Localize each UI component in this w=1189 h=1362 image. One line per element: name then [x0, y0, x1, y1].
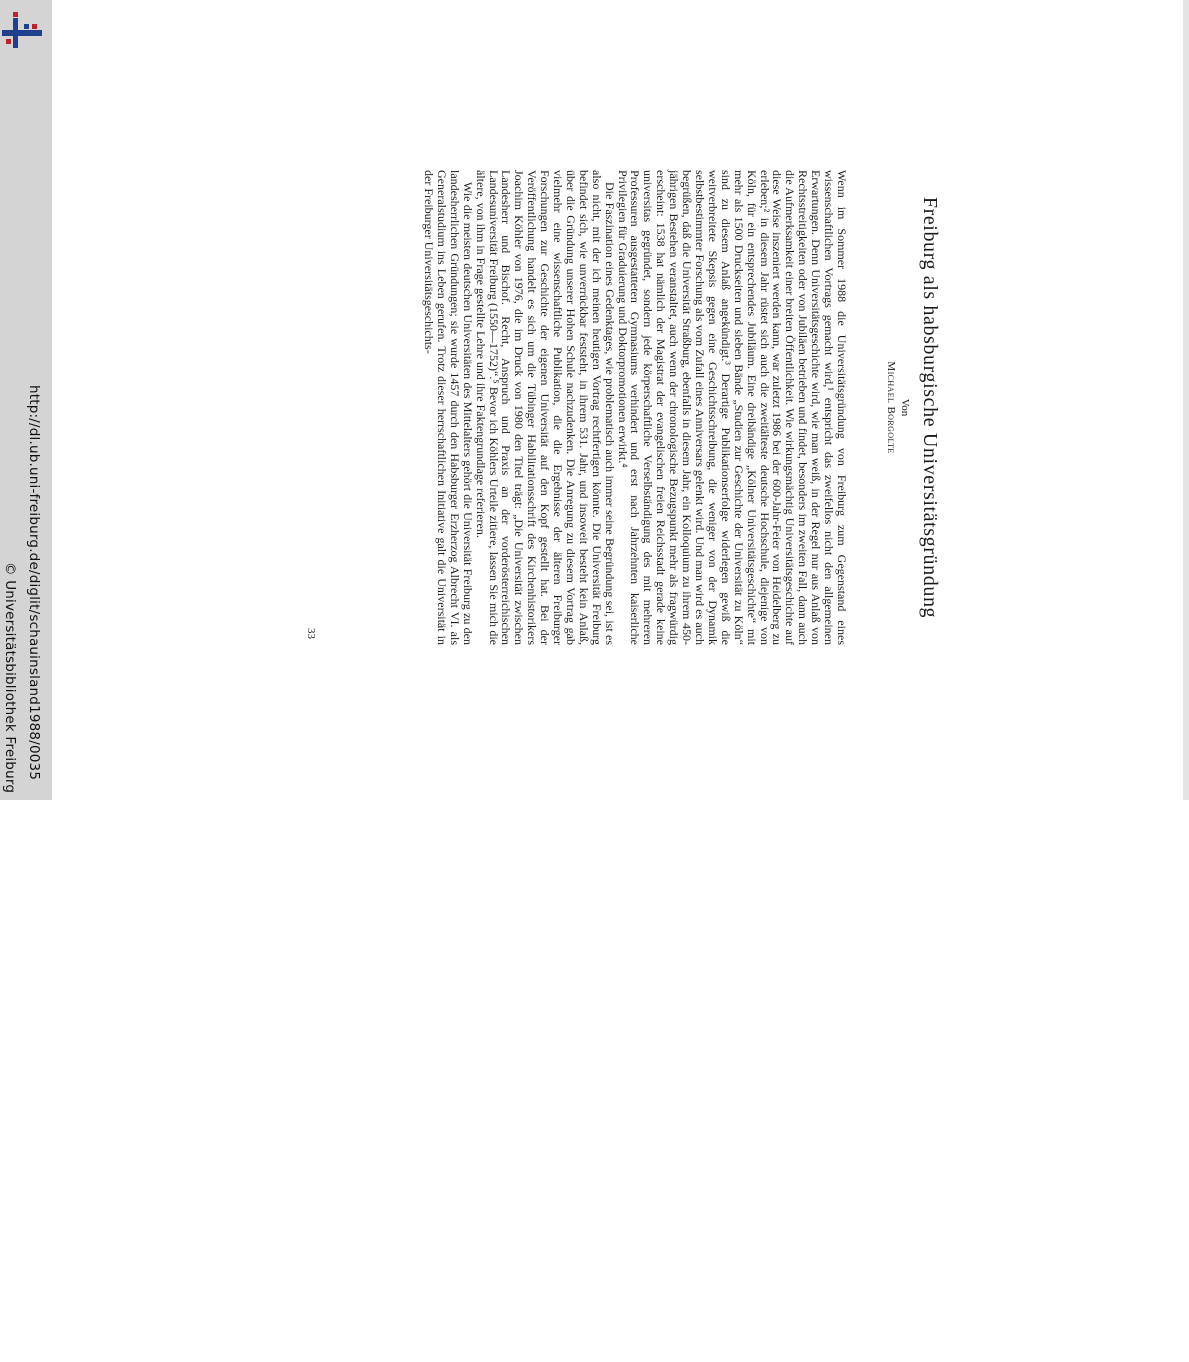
- book-page: [297, 170, 967, 645]
- paragraph: Wenn im Sommer 1988 die Universitätsgründung von Freiburg zum Gegenstand eines wissenschaftlichen Vortrags gemacht wird,¹ entspricht das zweifellos nicht den allgemeinen Erwartungen. Denn Universitätsgeschichte wird, wie man weiß, in der Regel nur aus Anlaß von Rechtsstreitigkeiten oder von Jubiläen betrieben und findet, besonders im zweiten Fall, dann auch die Aufmerksamkeit einer breiten Öffentlichkeit. Wie wirkungsmächtig Universitätsgeschichte auf diese Weise inszeniert werden kann, war zuletzt 1986 bei der 600-Jahr-Feier von Heidelberg zu erleben;² in diesem Jahr rüstet sich auch die zweitälteste deutsche Hochschule, diejenige von Köln, für ein entsprechendes Jubiläum. Eine dreibändige „Kölner Universitätsgeschichte“ mit mehr als 1500 Druckseiten und sieben Bände „Studien zur Geschichte der Universität zu Köln“ sind zu diesem Anlaß angekündigt.³ Derartige Publikationserfolge widerlegen gewiß die weitverbreitete Skepsis gegen eine Geschichtsschreibung, die weniger von der Dynamik selbstbestimmter Forschung als vom Zufall eines Anniversars gelenkt wird. Und man wird es auch begrüßen, daß die Universität Straßburg, ebenfalls in diesem Jahr, ein Kolloquium zu ihrem 450-jährigen Bestehen veranstaltet, auch wenn der chronologische Bezugspunkt mehr als fragwürdig erscheint: 1538 hat nämlich der Magistrat der evangelischen freien Reichsstadt gerade keine universitas gegründet, sondern jede körperschaftliche Verselbständigung des mit mehreren Professuren ausgestatteten Gymnasiums verhindert und erst nach Jahrzehnten kaiserliche Privilegien für Graduierung und Doktorpromotionen erwirkt.⁴: [615, 170, 849, 645]
- paragraph: Wie die meisten deutschen Universitäten des Mittelalters gehört die Universität Freiburg zu den landesherrlichen Gründungen; sie wurde 1457 durch den Habsburger Erzherzog Albrecht VI. als Generalstudium ins Leben gerufen. Trotz dieser herrschaftlichen Initiative galt die Universität in der Freiburger Universitätsgeschichts-: [422, 170, 475, 645]
- ub-freiburg-logo-icon[interactable]: [2, 12, 42, 50]
- page-number: 33: [305, 628, 317, 639]
- author-name: Michael Borgolte: [885, 361, 897, 454]
- byline-von: Von: [899, 398, 911, 417]
- copyright-notice: © Universitätsbibliothek Freiburg: [2, 562, 18, 794]
- scrollbar-edge[interactable]: [1183, 0, 1189, 800]
- document-url-link[interactable]: http://dl.ub.uni-freiburg.de/diglit/schauinsland1988/0035: [26, 385, 42, 781]
- page-title: Freiburg als habsburgische Universitätsgründung: [919, 196, 941, 619]
- paragraph: Die Faszination eines Gedenktages, wie problematisch auch immer seine Begründung sei, ist es also nicht, mit der ich meinen heutigen Vortrag rechtfertigen könnte. Die Universität Freiburg befindet sich, wie unverrückbar feststeht, in ihrem 531. Jahr, und insoweit besteht kein Anlaß, über die Gründung unserer Hohen Schule nachzudenken. Die Anregung zu diesem Vortrag gab vielmehr eine wissenschaftliche Publikation, die die Ergebnisse der älteren Freiburger Forschungen zur Geschichte der eigenen Universität auf den Kopf gestellt hat. Bei der Veröffentlichung handelt es sich um die Tübinger Habilitationsschrift des Kirchenhistorikers Joachim Köhler von 1976, die im Druck von 1980 den Titel trägt: „Die Universität zwischen Landesherr und Bischof. Recht, Anspruch und Praxis an der vorderösterreichischen Landesuniversität Freiburg (1550—1752)“.⁵ Bevor ich Köhlers Urteile zitiere, lassen Sie mich die ältere, von ihm in Frage gestellte Lehre und ihre Faktengrundlage referieren.: [473, 170, 617, 645]
- article-body: [422, 170, 848, 645]
- sidebar: [0, 0, 52, 800]
